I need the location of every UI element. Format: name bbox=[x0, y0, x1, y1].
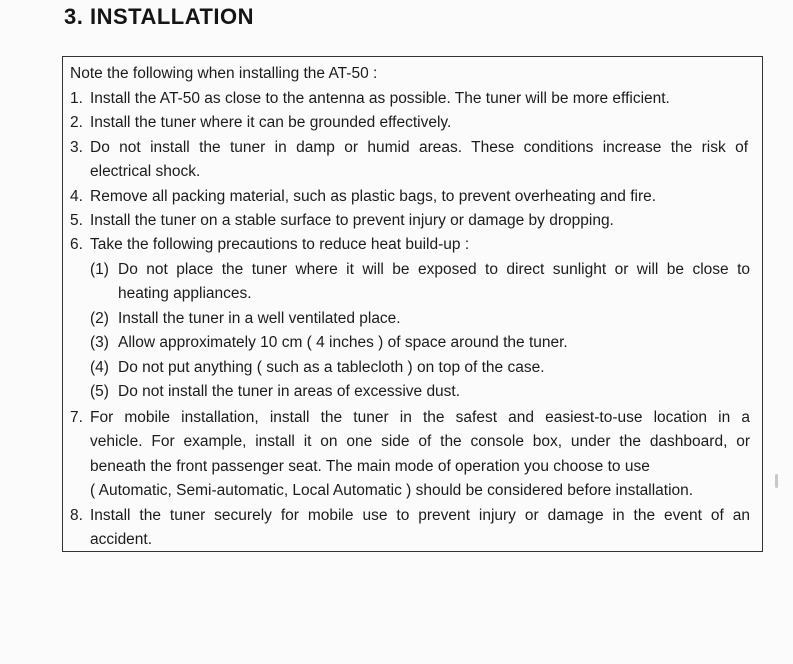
item-8-number: 8. bbox=[70, 507, 83, 524]
item-6-text: Take the following precautions to reduce heat build-up : bbox=[90, 236, 470, 253]
item-7-number: 7. bbox=[70, 409, 83, 426]
subitem-5-text: Do not install the tuner in areas of excessive dust. bbox=[118, 383, 461, 400]
item-7-text-line-3: beneath the front passenger seat. The main mode of operation you choose to use bbox=[90, 458, 650, 475]
subitem-2-text: Install the tuner in a well ventilated place. bbox=[118, 310, 401, 327]
item-5-text: Install the tuner on a stable surface to prevent injury or damage by dropping. bbox=[90, 212, 614, 229]
subitem-4-number: (4) bbox=[90, 359, 109, 376]
item-4-text: Remove all packing material, such as plastic bags, to prevent overheating and fire. bbox=[90, 188, 657, 205]
item-5-number: 5. bbox=[70, 212, 83, 229]
scan-speck bbox=[775, 474, 778, 488]
subitem-4-text: Do not put anything ( such as a tablecloth ) on top of the case. bbox=[118, 359, 545, 376]
subitem-2-number: (2) bbox=[90, 310, 109, 327]
item-3-text-line-1: Do not install the tuner in damp or humid areas. These conditions increase the risk of bbox=[90, 139, 748, 156]
subitem-5-number: (5) bbox=[90, 383, 109, 400]
page-title: 3. INSTALLATION bbox=[64, 4, 255, 29]
item-7-text-line-2: vehicle. For example, install it on one side of the console box, under the dashboard, or bbox=[90, 433, 750, 450]
item-8-text-line-1: Install the tuner securely for mobile use to prevent injury or damage in the event of an bbox=[90, 507, 750, 524]
item-1-text: Install the AT-50 as close to the antenna as possible. The tuner will be more efficient. bbox=[90, 90, 670, 107]
item-7-text-line-4: ( Automatic, Semi-automatic, Local Automatic ) should be considered before installation. bbox=[90, 482, 694, 499]
item-6-number: 6. bbox=[70, 236, 83, 253]
item-2-text: Install the tuner where it can be grounded effectively. bbox=[90, 114, 452, 131]
item-2-number: 2. bbox=[70, 114, 83, 131]
item-7-text-line-1: For mobile installation, install the tuner in the safest and easiest-to-use location in a bbox=[90, 409, 750, 426]
intro-text: Note the following when installing the AT-50 : bbox=[70, 65, 378, 82]
item-8-text-line-2: accident. bbox=[90, 531, 153, 548]
item-1-number: 1. bbox=[70, 90, 83, 107]
subitem-3-number: (3) bbox=[90, 334, 109, 351]
subitem-3-text: Allow approximately 10 cm ( 4 inches ) of space around the tuner. bbox=[118, 334, 568, 351]
item-4-number: 4. bbox=[70, 188, 83, 205]
subitem-1-number: (1) bbox=[90, 261, 109, 278]
item-3-number: 3. bbox=[70, 139, 83, 156]
subitem-1-text-line-1: Do not place the tuner where it will be exposed to direct sunlight or will be close to bbox=[118, 261, 750, 278]
item-3-text-line-2: electrical shock. bbox=[90, 163, 201, 180]
subitem-1-text-line-2: heating appliances. bbox=[118, 285, 252, 302]
